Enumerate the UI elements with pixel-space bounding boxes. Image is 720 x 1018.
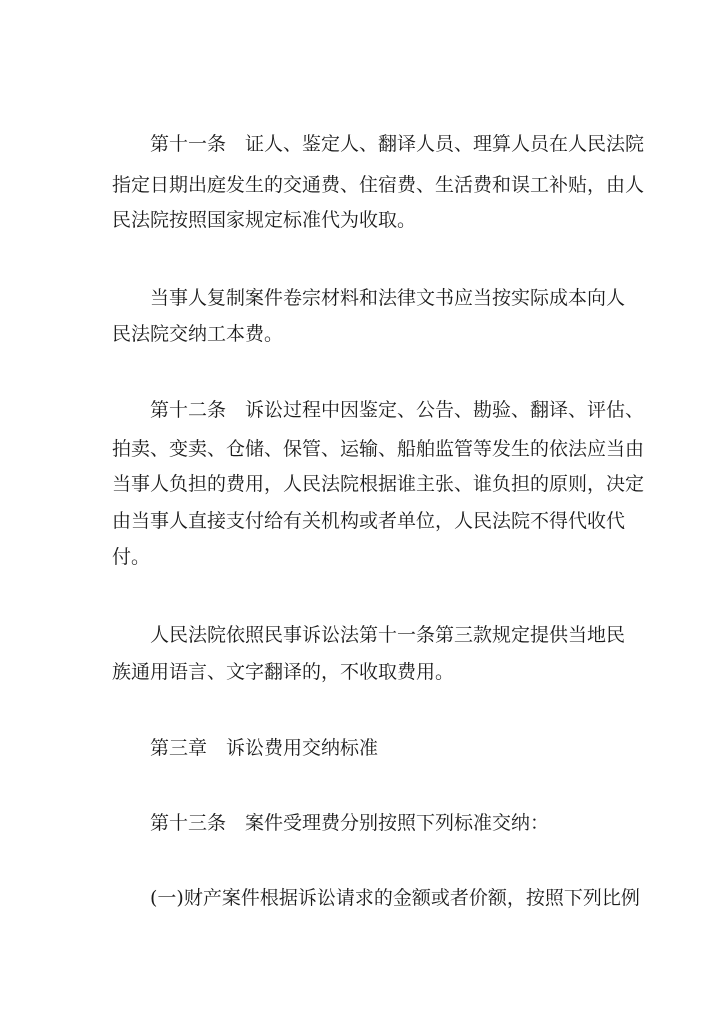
text-line: 第十二条 诉讼过程中因鉴定、公告、勘验、翻译、评估、	[112, 399, 645, 421]
chapter-title: 第三章 诉讼费用交纳标准	[112, 737, 379, 759]
text-line: 第十三条 案件受理费分别按照下列标准交纳：	[112, 812, 550, 834]
text-line: 民法院按照国家规定标准代为收取。	[112, 209, 417, 231]
text-line: (一)财产案件根据诉讼请求的金额或者价额，按照下列比例	[112, 887, 640, 909]
text-line: 族通用语言、文字翻译的，不收取费用。	[112, 661, 455, 683]
text-line: 由当事人直接支付给有关机构或者单位，人民法院不得代收代	[112, 510, 626, 532]
text-line: 当事人负担的费用，人民法院根据谁主张、谁负担的原则，决定	[112, 473, 645, 495]
text-line: 民法院交纳工本费。	[112, 323, 284, 345]
text-line: 人民法院依照民事诉讼法第十一条第三款规定提供当地民	[112, 624, 626, 646]
text-line: 第十一条 证人、鉴定人、翻译人员、理算人员在人民法院	[112, 133, 645, 155]
text-line: 付。	[112, 546, 151, 568]
text-line: 当事人复制案件卷宗材料和法律文书应当按实际成本向人	[112, 287, 626, 309]
text-line: 拍卖、变卖、仓储、保管、运输、船舶监管等发生的依法应当由	[112, 438, 645, 460]
text-line: 指定日期出庭发生的交通费、住宿费、生活费和误工补贴，由人	[112, 174, 645, 196]
